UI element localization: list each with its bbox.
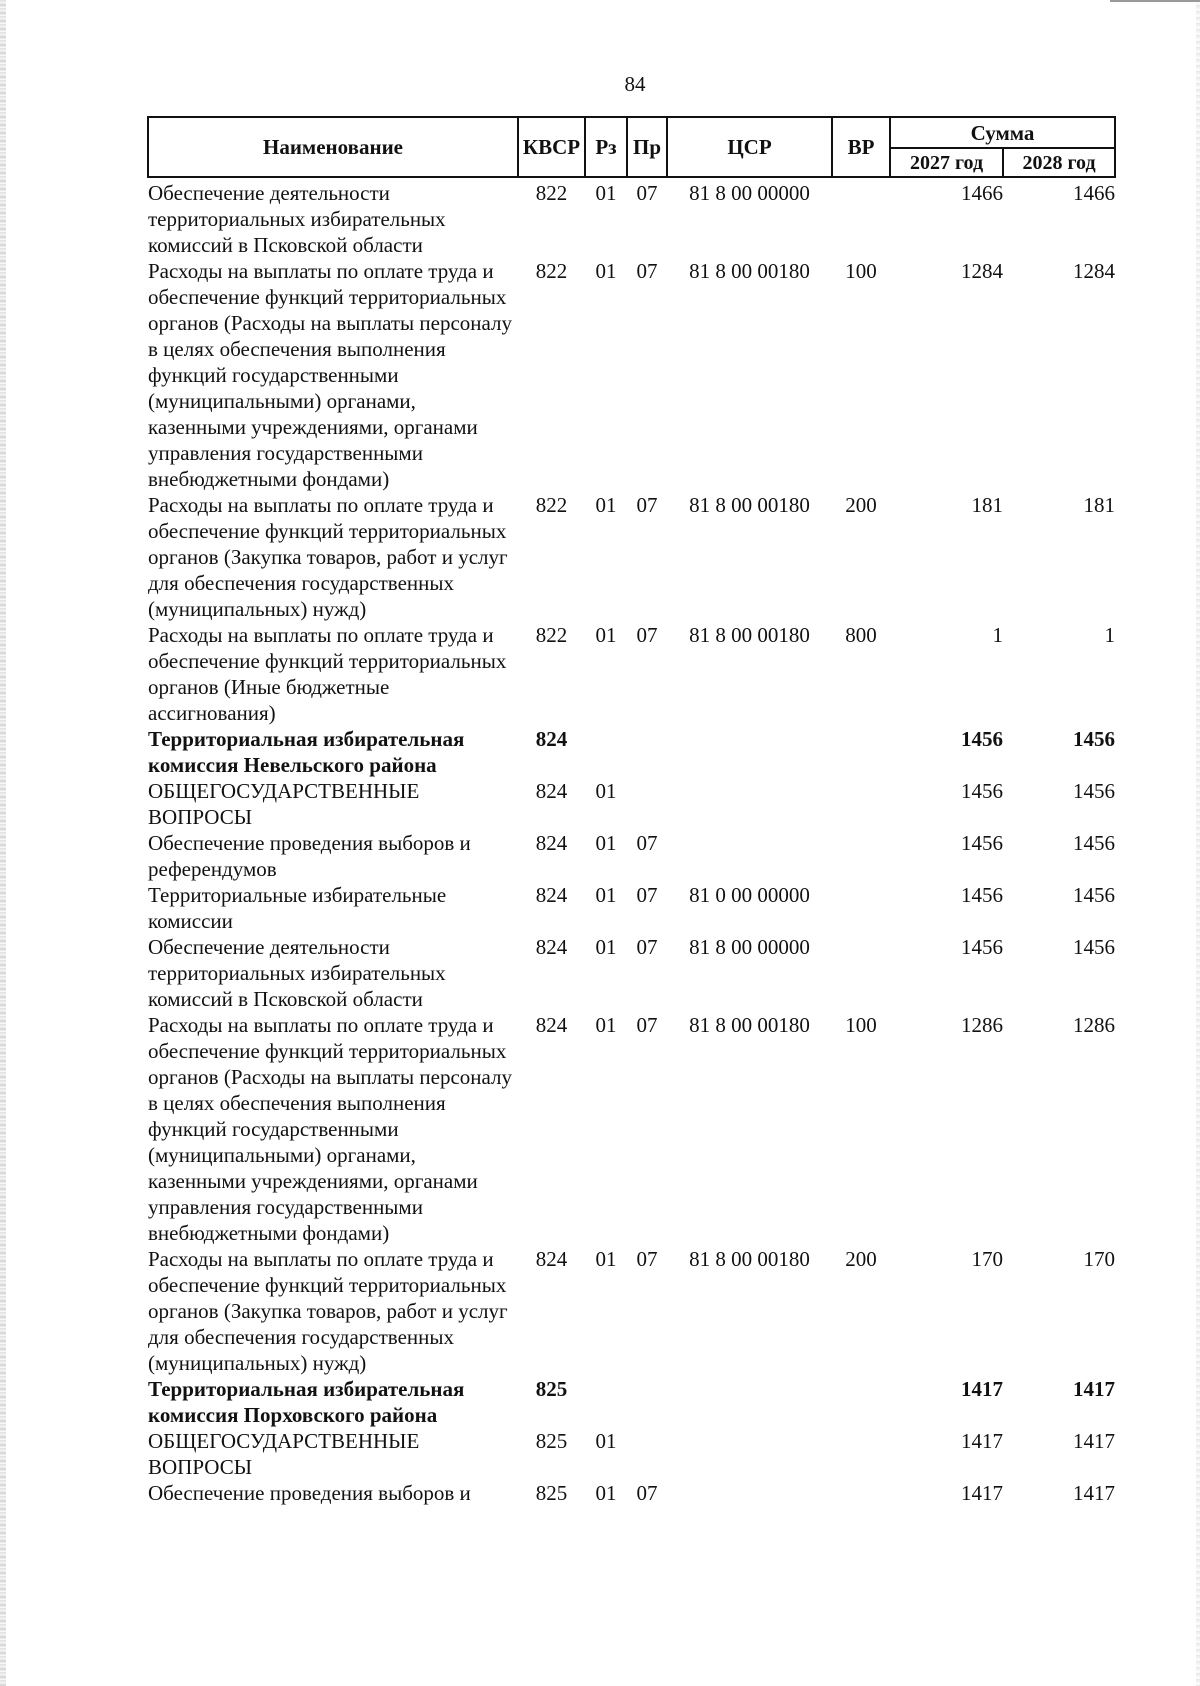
table-row [148, 258, 1115, 492]
cell-kvsr: 822 [535, 259, 568, 283]
cell-pr: 07 [636, 493, 658, 517]
cell-sum-2028: 1456 [1073, 831, 1115, 855]
cell-sum-2027: 1 [992, 623, 1003, 647]
cell-pr: 07 [636, 1481, 658, 1505]
header-csr: ЦСР [667, 117, 832, 177]
budget-table [147, 116, 1116, 1506]
cell-kvsr: 822 [535, 623, 568, 647]
cell-kvsr: 824 [535, 779, 568, 803]
header-pr: Пр [627, 117, 667, 177]
cell-sum-2028: 1417 [1073, 1481, 1115, 1505]
cell-pr [627, 726, 667, 778]
cell-vr: 100 [845, 1013, 877, 1037]
cell-name: ОБЩЕГОСУДАРСТВЕННЫЕ ВОПРОСЫ [148, 1429, 420, 1479]
cell-name: Расходы на выплаты по оплате труда и обеспечение функций территориальных органов (Закупка товаров, работ и услуг для обеспечения государственных (муниципальных) нужд) [148, 493, 508, 621]
cell-csr: 81 8 00 00000 [689, 935, 810, 959]
cell-csr [667, 1480, 832, 1506]
cell-kvsr: 824 [535, 727, 568, 751]
cell-kvsr: 824 [535, 1013, 568, 1037]
scan-corner-mark [1110, 0, 1200, 2]
cell-pr: 07 [636, 1247, 658, 1271]
cell-name: Расходы на выплаты по оплате труда и обеспечение функций территориальных органов (Расходы на выплаты персоналу в целях обеспечения выполнения функций государственными (муниципальными) органами, казенными учреждениями, органами управления государственными внебюджетными фондами) [148, 1013, 512, 1245]
header-kvsr: КВСР [518, 117, 585, 177]
cell-csr: 81 8 00 00180 [689, 623, 810, 647]
table-row [148, 492, 1115, 622]
cell-sum-2028: 1466 [1073, 181, 1115, 205]
cell-rz: 01 [595, 1013, 617, 1037]
cell-rz [585, 1376, 627, 1428]
cell-rz: 01 [595, 831, 617, 855]
cell-name: Обеспечение проведения выборов и [148, 1481, 471, 1505]
cell-sum-2027: 170 [971, 1247, 1003, 1271]
table-row [148, 830, 1115, 882]
cell-csr: 81 8 00 00000 [689, 181, 810, 205]
cell-rz [585, 726, 627, 778]
table-row [148, 726, 1115, 778]
cell-kvsr: 824 [535, 883, 568, 907]
cell-rz: 01 [595, 1481, 617, 1505]
table-row [148, 1012, 1115, 1246]
cell-kvsr: 822 [535, 181, 568, 205]
cell-pr: 07 [636, 831, 658, 855]
header-name: Наименование [148, 117, 518, 177]
cell-csr: 81 8 00 00180 [689, 1013, 810, 1037]
cell-kvsr: 825 [535, 1377, 568, 1401]
cell-vr: 100 [845, 259, 877, 283]
cell-vr [832, 882, 890, 934]
cell-rz: 01 [595, 1247, 617, 1271]
cell-name: Территориальная избирательная комиссия Невельского района [148, 727, 465, 777]
cell-rz: 01 [595, 883, 617, 907]
cell-csr: 81 0 00 00000 [689, 883, 810, 907]
cell-pr: 07 [636, 181, 658, 205]
cell-pr: 07 [636, 883, 658, 907]
header-rz: Рз [585, 117, 627, 177]
table-row [148, 1246, 1115, 1376]
table-row [148, 1480, 1115, 1506]
cell-sum-2027: 1456 [961, 727, 1003, 751]
cell-name: Расходы на выплаты по оплате труда и обеспечение функций территориальных органов (Закупка товаров, работ и услуг для обеспечения государственных (муниципальных) нужд) [148, 1247, 508, 1375]
cell-vr [832, 778, 890, 830]
scan-edge-right [1196, 0, 1200, 1686]
cell-sum-2027: 1456 [961, 883, 1003, 907]
cell-sum-2028: 181 [1083, 493, 1115, 517]
cell-sum-2028: 1286 [1073, 1013, 1115, 1037]
cell-csr [667, 830, 832, 882]
cell-kvsr: 824 [535, 1247, 568, 1271]
cell-rz: 01 [595, 493, 617, 517]
cell-sum-2027: 1466 [961, 181, 1003, 205]
cell-sum-2027: 1417 [961, 1481, 1003, 1505]
cell-name: Обеспечение деятельности территориальных избирательных комиссий в Псковской области [148, 935, 446, 1011]
cell-sum-2028: 1417 [1073, 1429, 1115, 1453]
cell-sum-2027: 1456 [961, 779, 1003, 803]
cell-vr [832, 934, 890, 1012]
cell-vr [832, 830, 890, 882]
table-row [148, 1376, 1115, 1428]
cell-vr [832, 1428, 890, 1480]
table-row [148, 622, 1115, 726]
cell-csr: 81 8 00 00180 [689, 493, 810, 517]
cell-pr [627, 778, 667, 830]
table-row [148, 882, 1115, 934]
cell-pr: 07 [636, 935, 658, 959]
cell-sum-2027: 1417 [961, 1429, 1003, 1453]
cell-vr [832, 1376, 890, 1428]
cell-rz: 01 [595, 623, 617, 647]
cell-name: Обеспечение деятельности территориальных избирательных комиссий в Псковской области [148, 181, 446, 257]
cell-sum-2028: 1456 [1073, 779, 1115, 803]
cell-vr [832, 726, 890, 778]
header-sum: Сумма [890, 117, 1115, 148]
cell-name: ОБЩЕГОСУДАРСТВЕННЫЕ ВОПРОСЫ [148, 779, 420, 829]
cell-sum-2028: 1456 [1073, 883, 1115, 907]
table-row [148, 1428, 1115, 1480]
cell-sum-2028: 1284 [1073, 259, 1115, 283]
cell-name: Расходы на выплаты по оплате труда и обеспечение функций территориальных органов (Расходы на выплаты персоналу в целях обеспечения выполнения функций государственными (муниципальными) органами, казенными учреждениями, органами управления государственными внебюджетными фондами) [148, 259, 512, 491]
cell-csr [667, 1428, 832, 1480]
table-row [148, 177, 1115, 258]
cell-csr: 81 8 00 00180 [689, 259, 810, 283]
cell-csr [667, 726, 832, 778]
cell-rz: 01 [595, 779, 617, 803]
cell-sum-2027: 1417 [961, 1377, 1003, 1401]
table-row [148, 934, 1115, 1012]
cell-pr: 07 [636, 623, 658, 647]
cell-kvsr: 824 [535, 831, 568, 855]
header-year-2027: 2027 год [890, 148, 1003, 177]
cell-sum-2027: 1284 [961, 259, 1003, 283]
cell-vr [832, 1480, 890, 1506]
cell-rz: 01 [595, 259, 617, 283]
cell-vr: 200 [845, 1247, 877, 1271]
cell-sum-2028: 1456 [1073, 727, 1115, 751]
cell-sum-2028: 170 [1083, 1247, 1115, 1271]
cell-kvsr: 824 [535, 935, 568, 959]
cell-sum-2027: 1456 [961, 935, 1003, 959]
cell-kvsr: 825 [535, 1429, 568, 1453]
cell-rz: 01 [595, 935, 617, 959]
page-number: 84 [624, 72, 646, 96]
cell-rz: 01 [595, 181, 617, 205]
cell-name: Территориальные избирательные комиссии [148, 883, 447, 933]
cell-pr [627, 1376, 667, 1428]
header-year-2028: 2028 год [1003, 148, 1115, 177]
cell-sum-2027: 1456 [961, 831, 1003, 855]
cell-rz: 01 [595, 1429, 617, 1453]
cell-sum-2027: 1286 [961, 1013, 1003, 1037]
cell-vr: 800 [845, 623, 877, 647]
scan-edge-left [0, 0, 6, 1686]
cell-sum-2028: 1417 [1073, 1377, 1115, 1401]
cell-kvsr: 825 [535, 1481, 568, 1505]
cell-pr [627, 1428, 667, 1480]
header-vr: ВР [832, 117, 890, 177]
table-body [148, 177, 1115, 1506]
cell-pr: 07 [636, 259, 658, 283]
cell-name: Расходы на выплаты по оплате труда и обеспечение функций территориальных органов (Иные бюджетные ассигнования) [148, 623, 507, 725]
cell-sum-2028: 1456 [1073, 935, 1115, 959]
cell-vr: 200 [845, 493, 877, 517]
cell-vr [832, 177, 890, 258]
cell-name: Территориальная избирательная комиссия Порховского района [148, 1377, 465, 1427]
cell-csr [667, 1376, 832, 1428]
cell-pr: 07 [636, 1013, 658, 1037]
cell-name: Обеспечение проведения выборов и референдумов [148, 831, 471, 881]
cell-csr: 81 8 00 00180 [689, 1247, 810, 1271]
table-header [148, 117, 1115, 177]
cell-sum-2027: 181 [971, 493, 1003, 517]
table-row [148, 778, 1115, 830]
cell-kvsr: 822 [535, 493, 568, 517]
cell-csr [667, 778, 832, 830]
cell-sum-2028: 1 [1104, 623, 1115, 647]
